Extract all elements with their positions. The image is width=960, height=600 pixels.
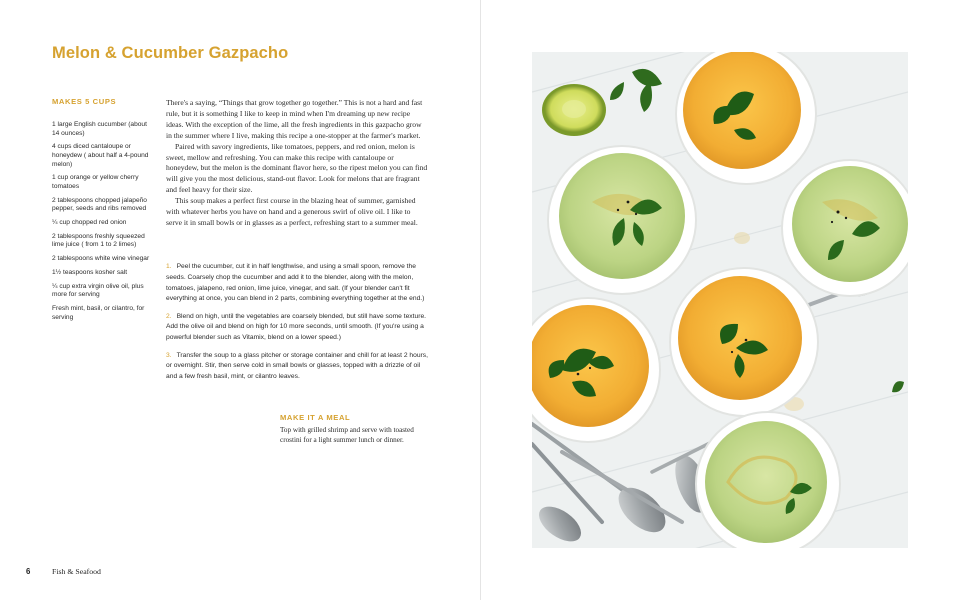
method-steps bbox=[166, 262, 428, 389]
ingredient-list bbox=[52, 121, 152, 328]
ingredient-item: 2 tablespoons chopped jalapeño pepper, seeds and ribs removed bbox=[52, 196, 147, 213]
step-text: Peel the cucumber, cut it in half lengthwise, and using a small spoon, remove the seeds. Coarsely chop the cucumber and add it to the blender, along with the melon, tomatoes, jalapeno, red onion, lime juice, vinegar, and salt. (If your blender can't fit everything at once, you can blend in 2 parts, combining everything together at the end.) bbox=[166, 263, 425, 303]
step-number: 1. bbox=[166, 263, 172, 270]
lime-half bbox=[542, 84, 606, 136]
step-number: 2. bbox=[166, 312, 172, 320]
intro-paragraph: This soup makes a perfect first course in the blazing heat of summer, garnished with whatever herbs you have on hand and a generous swirl of olive oil. I like to serve it in small bowls or in glasses as a perfect, refreshing start to a summer meal. bbox=[166, 196, 418, 227]
make-it-a-meal-heading: MAKE IT A MEAL bbox=[280, 413, 351, 422]
ingredient-item: 1 cup orange or yellow cherry tomatoes bbox=[52, 174, 139, 190]
ingredient-item: ¼ cup extra virgin olive oil, plus more for serving bbox=[52, 282, 144, 299]
ingredient-item: ¼ cup chopped red onion bbox=[52, 219, 127, 227]
recipe-intro bbox=[166, 98, 428, 229]
make-it-a-meal-text: Top with grilled shrimp and serve with toasted crostini for a light summer lunch or dinner. bbox=[280, 426, 414, 445]
step-text: Transfer the soup to a glass pitcher or storage container and chill for at least 2 hours, or overnight. Stir, then serve cold in small bowls or glasses, topped with a drizzle of oil and a few fresh basil, mint, or cilantro leaves. bbox=[166, 351, 428, 381]
cantaloupe-bowl bbox=[532, 298, 660, 442]
ingredient-item: 1½ teaspoons kosher salt bbox=[52, 269, 128, 277]
ingredient-item: 1 large English cucumber (about 14 ounces) bbox=[52, 121, 147, 137]
gazpacho-photo bbox=[532, 52, 908, 548]
cucumber-bowl bbox=[782, 160, 908, 296]
cantaloupe-bowl bbox=[676, 52, 816, 184]
intro-paragraph: There's a saying, “Things that grow together go together.” This is not a hard and fast rule, but it is something I like to keep in mind when I'm dreaming up new recipe ideas. With the exception of the lime, all the fresh ingredients in this gazpacho grow in the summer where I live, making this recipe a one-stopper at the farmer's market. bbox=[166, 98, 423, 140]
ingredient-item: Fresh mint, basil, or cilantro, for serving bbox=[52, 305, 145, 321]
oil-drip bbox=[734, 232, 750, 244]
step-number: 3. bbox=[166, 351, 172, 359]
cucumber-bowl bbox=[696, 412, 840, 548]
ingredient-item: 4 cups diced cantaloupe or honeydew ( about half a 4-pound melon) bbox=[52, 143, 149, 168]
ingredient-item: 2 tablespoons freshly squeezed lime juice ( from 1 to 2 limes) bbox=[52, 232, 145, 249]
method-step bbox=[166, 312, 428, 344]
method-step bbox=[166, 262, 428, 305]
cantaloupe-bowl bbox=[670, 268, 818, 416]
ingredient-item: 2 tablespoons white wine vinegar bbox=[52, 255, 150, 263]
step-text: Blend on high, until the vegetables are coarsely blended, but still have some texture. Add the olive oil and blend on high for 10 more seconds, until smooth. (If you're using a powerful blender such as Vitamix, blend on a lower speed.) bbox=[166, 312, 427, 342]
running-footer-section: Fish & Seafood bbox=[52, 567, 101, 576]
method-step bbox=[166, 351, 428, 383]
cucumber-bowl bbox=[548, 146, 696, 294]
recipe-yield: MAKES 5 CUPS bbox=[52, 97, 117, 106]
recipe-title: Melon & Cucumber Gazpacho bbox=[52, 44, 289, 62]
intro-paragraph: Paired with savory ingredients, like tomatoes, peppers, and red onion, melon is sweet, mellow and refreshing. You can make this recipe with cantaloupe or honeydew, but the melon is the dominant flavor here, so the ripest melon you can find will give you the most delicious, stand-out flavor. Look for melons that are fragrant and feel heavy for their size. bbox=[166, 141, 428, 195]
page-number: 6 bbox=[26, 567, 31, 576]
